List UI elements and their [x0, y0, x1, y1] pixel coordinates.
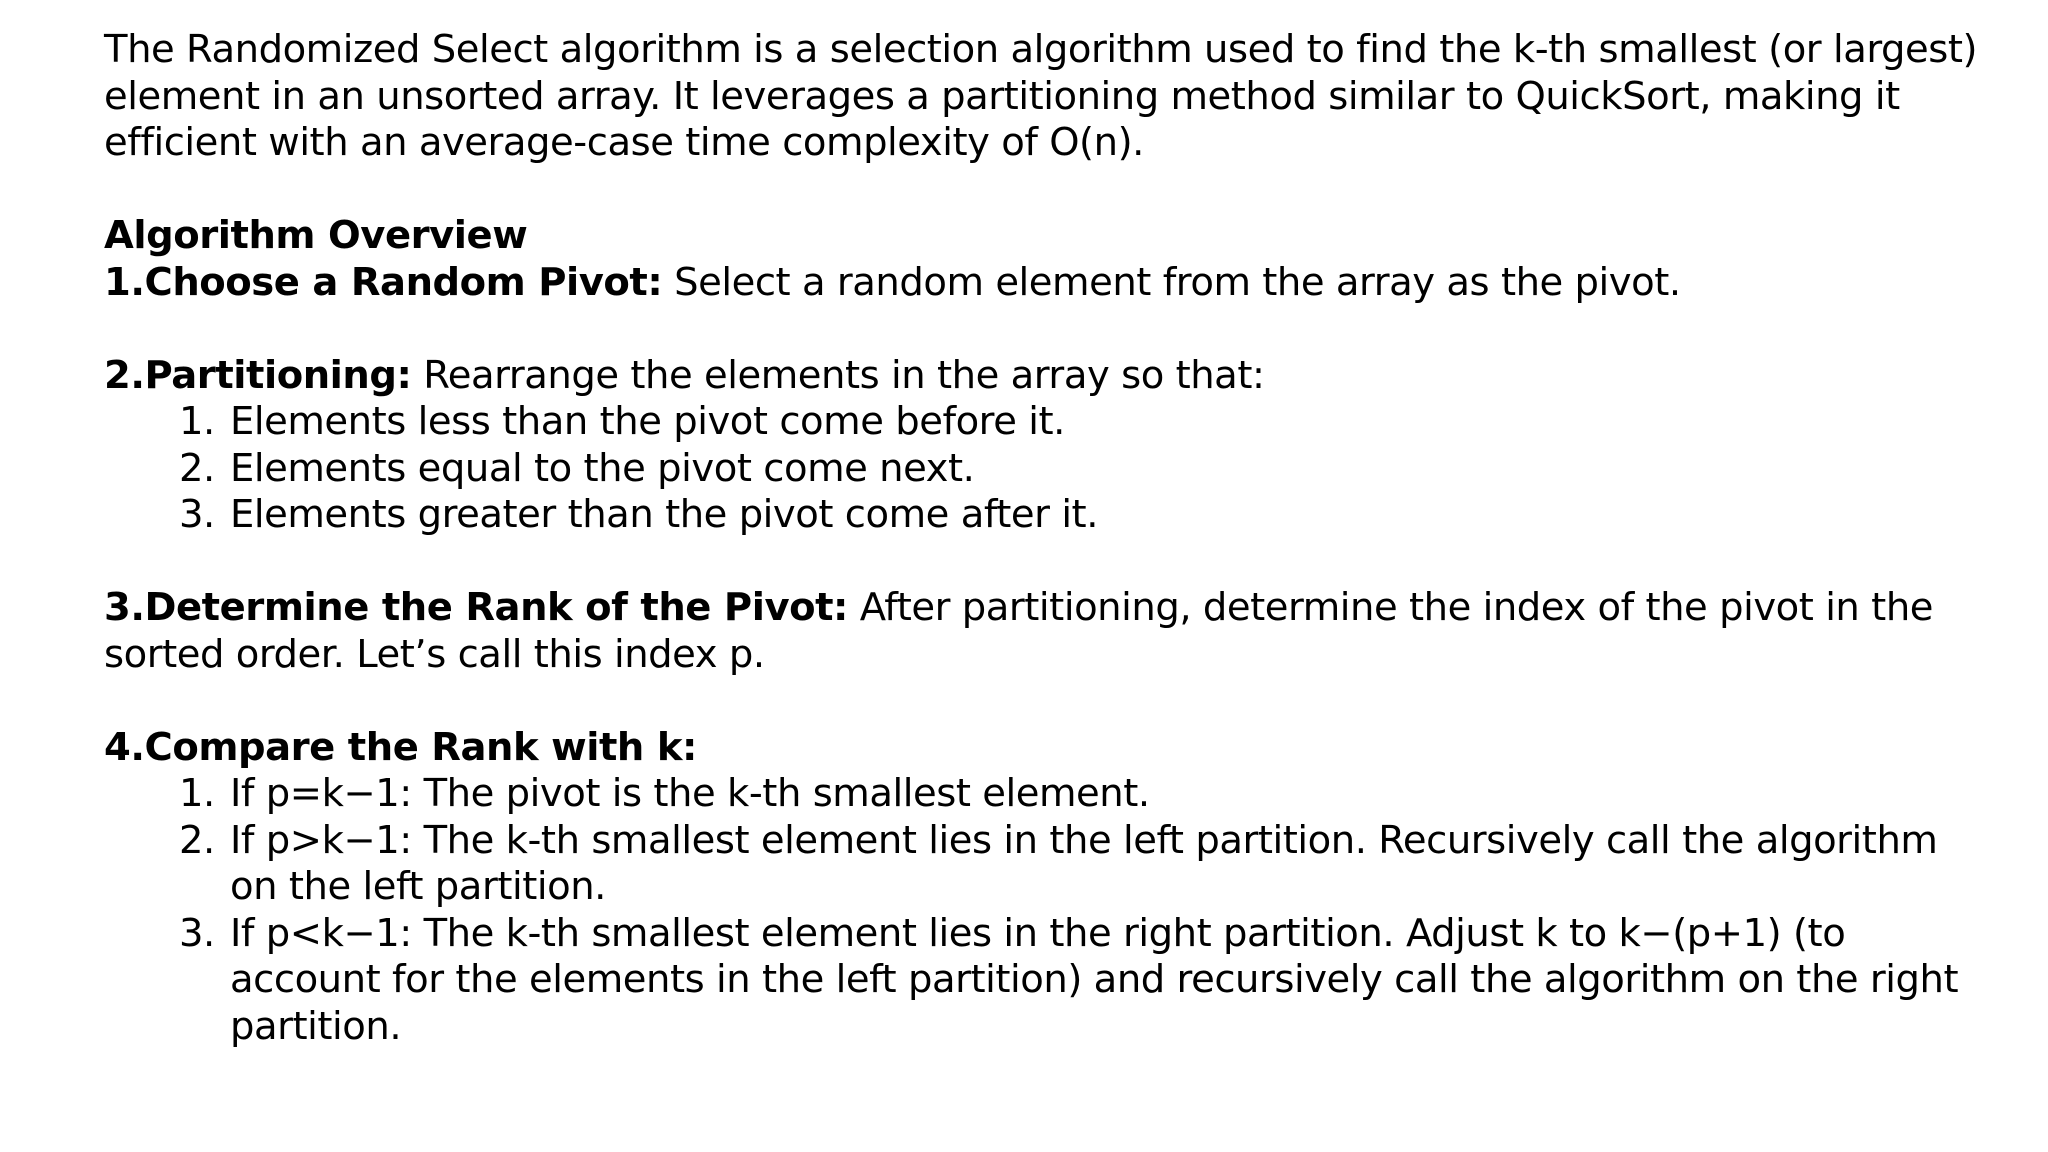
step-title: 4.Compare the Rank with k:: [104, 724, 697, 770]
spacer: [104, 167, 1984, 214]
list-text: Elements less than the pivot come before it.: [230, 399, 1065, 444]
step-text: Select a random element from the array as the pivot.: [662, 259, 1681, 305]
list-number: 1.: [179, 399, 215, 444]
step-choose-pivot: [104, 260, 1984, 307]
document-body: [104, 27, 1984, 1050]
compare-list: [104, 771, 1984, 1050]
intro-paragraph: The Randomized Select algorithm is a selection algorithm used to find the k-th smallest (or largest) element in an unsorted array. It leverages a partitioning method similar to QuickSort, making it efficient with an average-case time complexity of O(n).: [104, 27, 1978, 165]
list-number: 2.: [179, 817, 215, 863]
step-determine-rank: [104, 585, 1984, 678]
list-text: If p<k−1: The k-th smallest element lies in the right partition. Adjust k to k−(p+1) (to account for the elements in the left partition) and recursively call the algorithm on the right partition.: [230, 910, 1959, 1049]
list-text: If p>k−1: The k-th smallest element lies in the left partition. Recursively call the algorithm on the left partition.: [230, 817, 1938, 909]
overview-heading: Algorithm Overview: [104, 213, 528, 258]
list-text: Elements equal to the pivot come next.: [230, 445, 975, 491]
list-number: 3.: [179, 910, 215, 956]
list-item: [104, 446, 1984, 493]
spacer: [104, 678, 1984, 725]
step-title: 3.Determine the Rank of the Pivot:: [104, 585, 848, 630]
step-title: 2.Partitioning:: [104, 352, 412, 398]
list-text: If p=k−1: The pivot is the k-th smallest element.: [230, 771, 1150, 816]
list-text: Elements greater than the pivot come after it.: [230, 492, 1098, 537]
list-item: [104, 911, 1984, 1051]
list-item: [104, 818, 1984, 911]
step-text: Rearrange the elements in the array so that:: [411, 352, 1265, 398]
step-title: 1.Choose a Random Pivot:: [104, 259, 663, 305]
step-compare-rank: [104, 725, 1984, 772]
list-item: [104, 492, 1984, 539]
list-item: [104, 771, 1984, 818]
list-number: 2.: [179, 445, 215, 491]
list-number: 1.: [179, 771, 215, 816]
list-item: [104, 399, 1984, 446]
spacer: [104, 306, 1984, 353]
step-text: After partitioning, determine the index of the pivot in the sorted order. Let’s call this index p.: [104, 585, 1934, 677]
list-number: 3.: [179, 492, 215, 537]
partitioning-list: [104, 399, 1984, 539]
step-partitioning: [104, 353, 1984, 400]
spacer: [104, 539, 1984, 586]
